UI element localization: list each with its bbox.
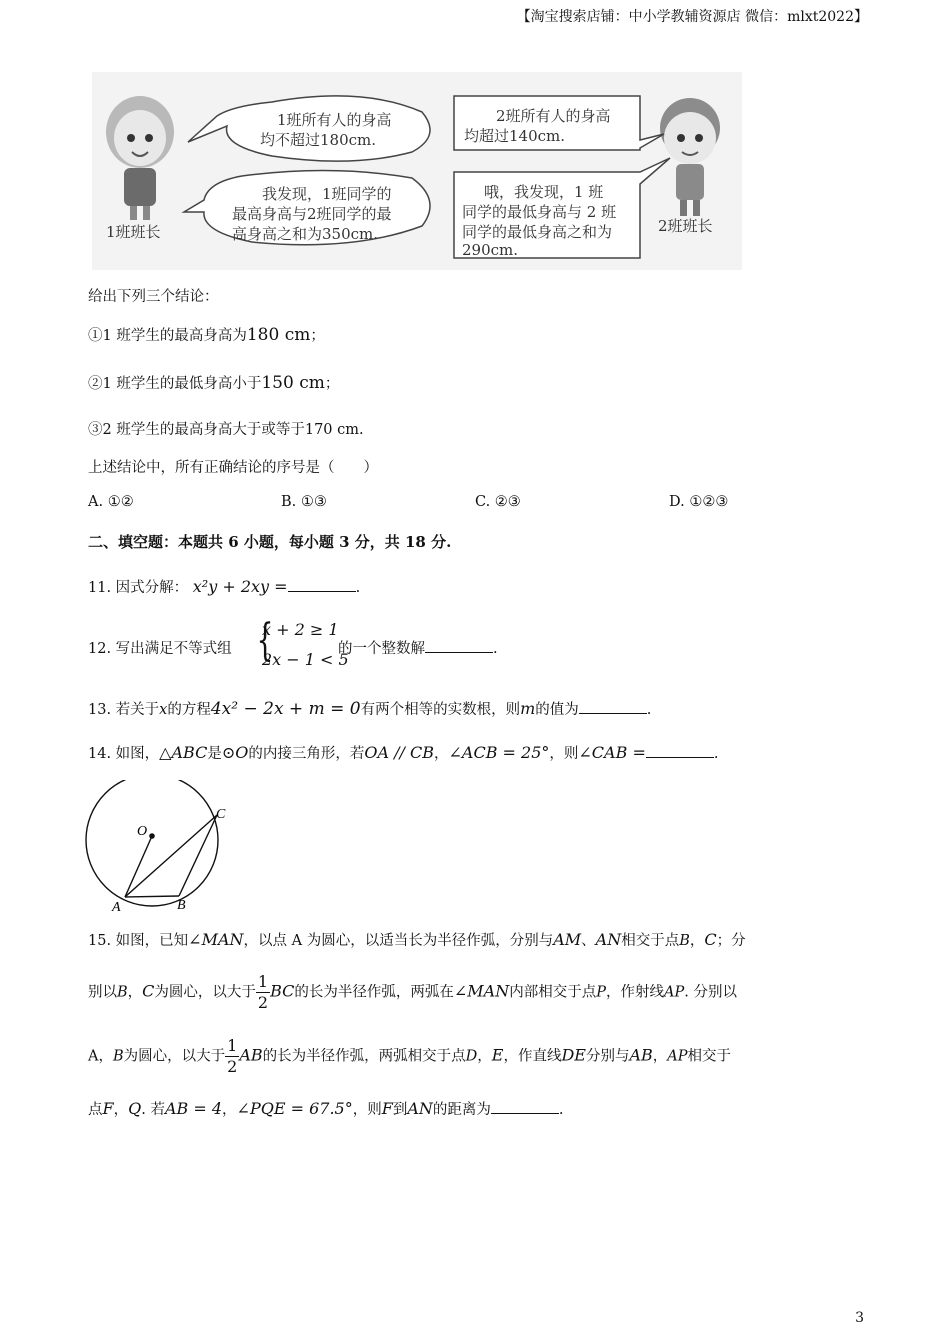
q14-t1: 是 — [207, 746, 222, 762]
frac2-num: 1 — [227, 1036, 238, 1055]
frac-den: 2 — [257, 993, 269, 1012]
q15-l4-e: ，则 — [352, 1102, 382, 1118]
q12-tail — [338, 637, 498, 658]
girl-label: 1班班长 — [106, 223, 161, 241]
cartoon-illustration — [92, 72, 742, 270]
q14-circle: ⊙O — [221, 743, 249, 762]
q15-l2-c-point: C — [142, 981, 155, 1001]
q13-equation: 4x² − 2x + m = 0 — [210, 699, 361, 719]
q15-l3-b: 为圆心，以大于 — [123, 1048, 226, 1065]
q13-mid2: 有两个相等的实数根，则 — [360, 702, 521, 718]
q15-ap-2: AP — [667, 1048, 688, 1065]
q15-line-2 — [88, 972, 737, 1013]
q14-pre: 14. 如图， — [88, 746, 160, 762]
q15-l2-a: 别以 — [88, 984, 117, 1001]
cartoon-figure — [92, 72, 742, 270]
q13-var-m: m — [520, 699, 536, 718]
c2-value: 150 cm — [261, 373, 325, 393]
q15-l3-d: ， — [477, 1048, 492, 1065]
segment-ab — [125, 896, 179, 897]
q14-t3: ，则 — [549, 746, 579, 762]
frac-num: 1 — [257, 972, 269, 991]
header-note: 【淘宝搜索店铺：中小学教辅资源店 微信：mlxt2022】 — [516, 9, 868, 25]
brace-symbol: { — [256, 615, 274, 666]
q15-point-f: F — [102, 1099, 114, 1118]
bubble2-line2: 最高身高与2班同学的最 — [232, 205, 392, 223]
q13-pre: 13. 若关于 — [88, 702, 160, 718]
q13-tail: 的值为 — [535, 702, 579, 718]
q15-l1-a: 15. 如图，已知 — [88, 933, 189, 949]
q15-l2-f: ，作射线 — [606, 984, 664, 1001]
q10-option-a: A. ①② — [88, 494, 134, 510]
q15-point-c: C — [704, 930, 717, 949]
bubble2-line1: 我发现，1班同学的 — [262, 185, 392, 203]
q15-l2-c: 为圆心，以大于 — [154, 984, 256, 1001]
q15-l4-f: 到 — [392, 1102, 408, 1118]
q15-l4-c: . 若 — [141, 1102, 165, 1118]
q15-l1-f: ；分 — [716, 933, 746, 949]
q11-answer-blank[interactable] — [288, 577, 356, 592]
c1-value: 180 cm — [246, 325, 311, 345]
c2-post: ； — [324, 376, 340, 392]
center-point-o — [149, 833, 155, 839]
q12-end: . — [493, 641, 498, 657]
q10-option-c: C. ②③ — [475, 494, 521, 510]
q15-am: AM — [553, 930, 582, 949]
c3-text: ③2 班学生的最高身高大于或等于 — [88, 422, 305, 438]
bubble2-line3: 高身高之和为350cm. — [232, 225, 379, 243]
q15-l4-a: 点 — [88, 1102, 103, 1118]
label-c: C — [216, 807, 226, 822]
q15-ray-ap: AP — [664, 984, 685, 1001]
q10-conclusion-3 — [88, 418, 364, 439]
q15-l3-h: 相交于 — [687, 1048, 732, 1065]
c3-post: . — [359, 422, 364, 438]
q15-l4-d: ， — [222, 1102, 237, 1118]
q13-answer-blank[interactable] — [579, 699, 647, 714]
q10-intro: 给出下列三个结论： — [88, 289, 219, 305]
q15-l2-b: ， — [127, 984, 143, 1001]
q15-answer-blank[interactable] — [491, 1099, 559, 1114]
q10-option-d: D. ①②③ — [669, 494, 729, 510]
box1-line2: 均超过140cm. — [464, 127, 566, 145]
q13-end: . — [646, 702, 652, 718]
q11-label: 11. 因式分解： — [88, 580, 189, 596]
q15-point-b: B — [679, 933, 690, 949]
q15-point-f-2: F — [381, 1099, 393, 1118]
box2-line2: 同学的最低身高与 2 班 — [462, 203, 617, 221]
q15-l4-g: 的距离为 — [432, 1102, 491, 1118]
q15-bc: BC — [270, 981, 295, 1001]
segment-oa — [125, 836, 152, 897]
q15-line-3 — [88, 1036, 731, 1077]
q15-l1-e: ， — [689, 933, 705, 949]
q15-l3-g: ， — [652, 1048, 668, 1065]
q15-l3-a: A， — [88, 1048, 113, 1065]
frac2-den: 2 — [227, 1057, 238, 1076]
q12-answer-blank[interactable] — [425, 638, 493, 653]
q14 — [88, 742, 718, 763]
q14-answer-blank[interactable] — [646, 743, 714, 758]
q15-l4-b: ， — [113, 1102, 129, 1118]
q15-l3-b-point: B — [112, 1048, 124, 1065]
q10-conclusion-2 — [88, 372, 339, 393]
q15-line-4 — [88, 1098, 563, 1119]
q15-angle-man: ∠MAN — [188, 930, 244, 949]
q15-fraction-1 — [256, 972, 270, 1013]
q11-end: . — [355, 580, 361, 596]
bubble1-line1: 1班所有人的身高 — [277, 111, 392, 129]
q15-end: . — [558, 1102, 564, 1118]
q14-condition-1: OA // CB — [364, 743, 434, 762]
q15-l3-f: 分别与 — [585, 1048, 630, 1065]
q14-end: . — [713, 746, 719, 762]
q15-fraction-2 — [225, 1036, 239, 1077]
q11 — [88, 576, 360, 597]
segment-bc — [179, 815, 217, 896]
q13-var-x: x — [159, 702, 168, 718]
q15-l1-c: 、 — [581, 933, 596, 949]
q15-an: AN — [595, 930, 622, 949]
label-o: O — [137, 824, 148, 839]
q14-t2: 的内接三角形，若 — [248, 746, 365, 762]
q12-inequality-1: x + 2 ≥ 1 — [262, 620, 339, 639]
q15-l2-b-point: B — [117, 984, 128, 1001]
q14-ask: ∠CAB = — [578, 743, 646, 762]
q15-ab-2: AB — [629, 1045, 653, 1065]
q10-conclusion-1 — [88, 324, 325, 345]
q15-l1-d: 相交于点 — [621, 933, 680, 949]
c1-text: ①1 班学生的最高身高为 — [88, 328, 247, 344]
q15-point-d: D — [465, 1048, 478, 1065]
q15-point-p: P — [596, 984, 606, 1001]
q15-ab: AB — [239, 1045, 263, 1065]
q15-l2-d: 的长为半径作弧，两弧在 — [294, 984, 454, 1001]
q14-triangle: △ABC — [159, 743, 208, 762]
box2-line1: 哦，我发现，1 班 — [484, 183, 604, 201]
page-number: 3 — [855, 1310, 864, 1326]
q15-point-e: E — [491, 1045, 504, 1065]
boy-label: 2班班长 — [658, 217, 713, 235]
q15-eq-angle: ∠PQE = 67.5° — [236, 1099, 353, 1118]
q15-l1-b: ，以点 A 为圆心，以适当长为半径作弧，分别与 — [243, 933, 554, 949]
bubble1-line2: 均不超过180cm. — [260, 131, 377, 149]
box2-line3: 同学的最低身高之和为 — [462, 223, 613, 241]
q14-circle-figure — [80, 780, 255, 915]
label-b: B — [177, 898, 186, 913]
q13-mid: 的方程 — [167, 702, 211, 718]
q12-inequality-2: 2x − 1 < 5 — [262, 650, 349, 669]
q11-expression: x²y + 2xy = — [192, 577, 288, 596]
c2-text: ②1 班学生的最低身高小于 — [88, 376, 262, 392]
q15-an-2: AN — [407, 1099, 433, 1118]
q15-point-q: Q — [128, 1099, 142, 1118]
q12-label: 12. 写出满足不等式组 — [88, 641, 232, 657]
box1-line1: 2班所有人的身高 — [496, 107, 611, 125]
box2-line4: 290cm. — [462, 241, 519, 259]
q15-line-de: DE — [561, 1045, 586, 1065]
label-a: A — [112, 900, 121, 915]
c3-value: 170 cm — [304, 422, 359, 438]
q15-l2-angle: ∠MAN — [453, 981, 510, 1001]
q15-line-1 — [88, 929, 746, 950]
q14-condition-2: ∠ACB = 25° — [448, 743, 550, 762]
q13 — [88, 698, 651, 719]
q15-l2-g: . 分别以 — [684, 984, 737, 1001]
q15-l3-e: ，作直线 — [503, 1048, 562, 1065]
circle-o — [86, 780, 218, 906]
q12-tail-text: 的一个整数解 — [338, 641, 425, 657]
q15-l3-c: 的长为半径作弧，两弧相交于点 — [262, 1048, 466, 1065]
section2-title: 二、填空题：本题共 6 小题，每小题 3 分，共 18 分. — [88, 533, 452, 551]
c1-post: ； — [310, 328, 325, 344]
q14-sep: ， — [433, 746, 449, 762]
q10-option-b: B. ①③ — [281, 494, 327, 510]
q10-question: 上述结论中，所有正确结论的序号是（ ） — [88, 460, 378, 476]
q15-l2-e: 内部相交于点 — [509, 984, 597, 1001]
q15-eq-ab: AB = 4 — [164, 1099, 223, 1118]
